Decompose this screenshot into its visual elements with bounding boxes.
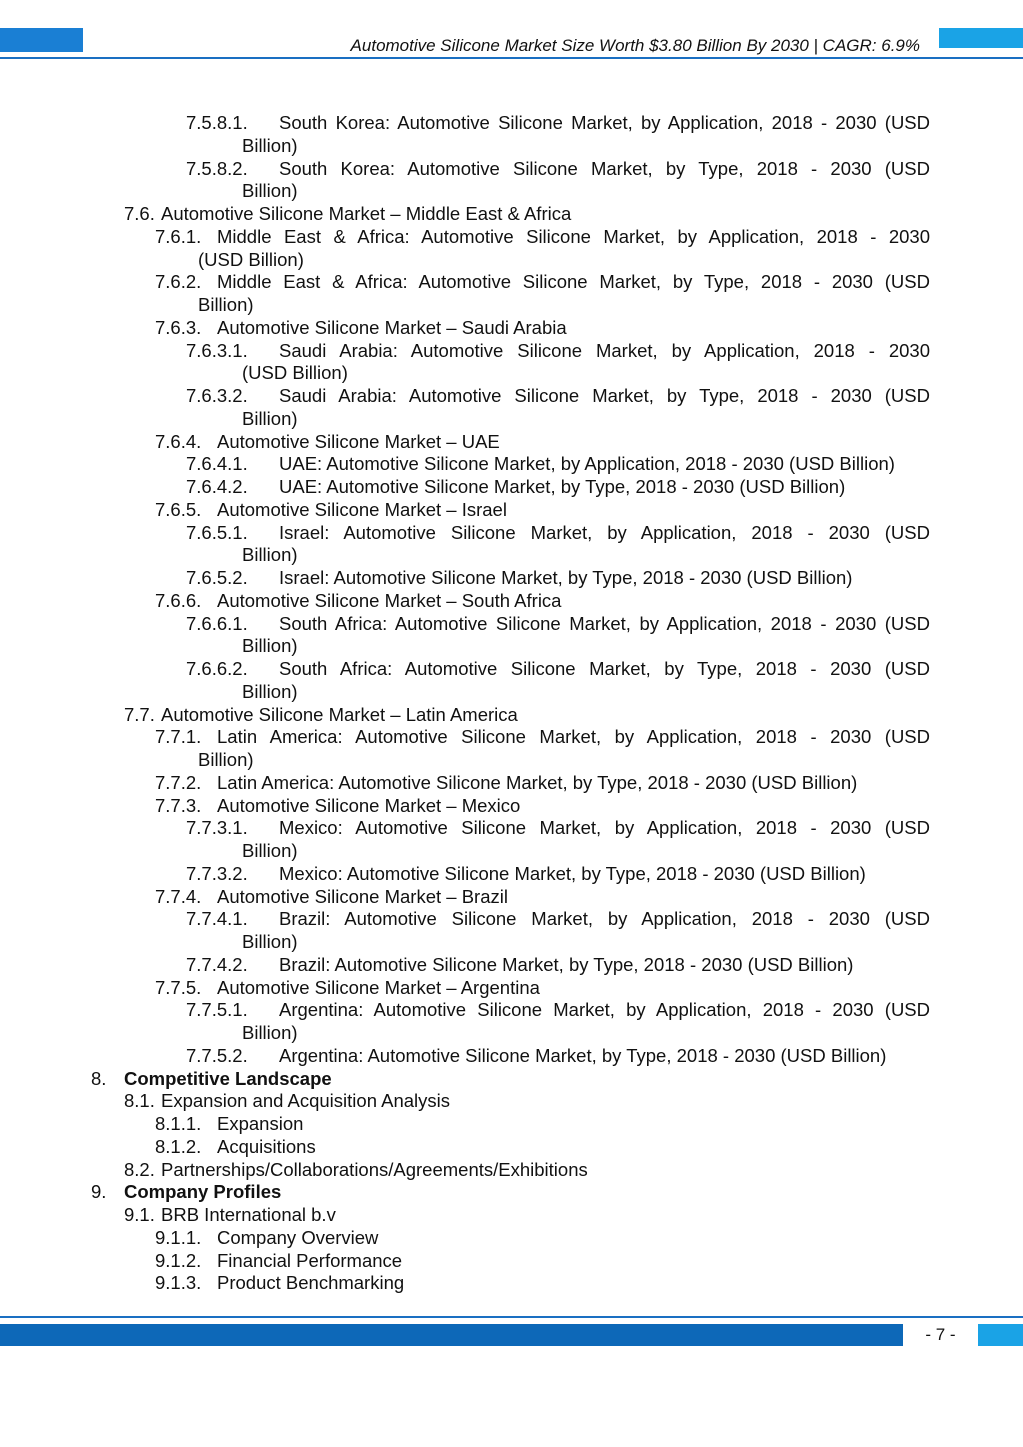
toc-entry-title: Automotive Silicone Market – Brazil <box>217 885 508 907</box>
toc-entry-title <box>242 817 930 863</box>
toc-entry <box>0 567 1023 590</box>
table-of-contents <box>0 112 1023 1295</box>
toc-entry-title-continuation: Billion) <box>242 544 298 566</box>
toc-entry-number: 7.6.5.2. <box>186 567 248 588</box>
toc-entry <box>0 476 1023 499</box>
toc-entry-number: 7.7.3.2. <box>186 862 248 884</box>
toc-entry-number: 7.7.3. <box>155 794 202 816</box>
toc-entry <box>0 499 1023 522</box>
toc-entry-number: 9. <box>91 1181 107 1203</box>
toc-entry-title-line: Latin America: Automotive Silicone Market, by Application, 2018 - 2030 (USD <box>217 726 930 748</box>
toc-entry <box>0 1181 1023 1204</box>
toc-entry-number: 7.6. <box>124 203 155 224</box>
toc-entry-title: Expansion <box>217 1113 304 1134</box>
toc-entry-number: 7.6.3.2. <box>186 385 248 406</box>
toc-entry-title <box>198 726 930 772</box>
toc-entry <box>0 226 1023 272</box>
toc-entry <box>0 954 1023 977</box>
toc-entry-title: UAE: Automotive Silicone Market, by Type, 2018 - 2030 (USD Billion) <box>279 476 846 497</box>
toc-entry-number: 8.2. <box>124 1158 155 1180</box>
toc-entry-title: Automotive Silicone Market – Mexico <box>217 794 521 816</box>
toc-entry-number: 9.1.3. <box>155 1272 202 1294</box>
running-header-title: Automotive Silicone Market Size Worth $3.80 Billion By 2030 | CAGR: 6.9% <box>350 36 920 55</box>
toc-entry-number: 7.6.4.1. <box>186 453 248 475</box>
toc-entry-number: 7.7.2. <box>155 771 202 793</box>
toc-entry <box>0 453 1023 476</box>
toc-entry <box>0 863 1023 886</box>
toc-entry-title <box>242 658 930 704</box>
toc-entry-title: UAE: Automotive Silicone Market, by Application, 2018 - 2030 (USD Billion) <box>279 453 895 475</box>
toc-entry-title: Automotive Silicone Market – Israel <box>217 498 507 520</box>
toc-entry-number: 8.1.1. <box>155 1113 202 1134</box>
toc-entry-title-continuation: Billion) <box>242 680 298 702</box>
toc-entry <box>0 704 1023 727</box>
toc-entry <box>0 590 1023 613</box>
toc-entry-number: 8.1. <box>124 1090 155 1112</box>
header-accent-left <box>0 28 83 52</box>
toc-entry-title-line: Mexico: Automotive Silicone Market, by Application, 2018 - 2030 (USD <box>279 817 930 839</box>
toc-entry-number: 7.7.4. <box>155 885 202 907</box>
header-accent-right <box>939 28 1023 48</box>
toc-entry-title <box>198 271 930 317</box>
toc-entry <box>0 1159 1023 1182</box>
toc-entry-title <box>198 226 930 272</box>
toc-entry-title <box>242 158 930 204</box>
toc-entry-number: 7.6.4. <box>155 430 202 452</box>
toc-entry-number: 7.6.1. <box>155 225 202 247</box>
toc-entry-title-continuation: (USD Billion) <box>198 248 304 270</box>
footer-bar <box>0 1324 903 1346</box>
toc-entry <box>0 1227 1023 1250</box>
toc-entry-title-continuation: Billion) <box>242 840 298 861</box>
toc-entry-title <box>242 385 930 431</box>
toc-entry <box>0 1136 1023 1159</box>
toc-entry-number: 7.6.6.1. <box>186 612 248 634</box>
footer-rule <box>0 1316 1023 1318</box>
toc-entry-number: 7.7.5. <box>155 976 202 998</box>
toc-entry-title: Argentina: Automotive Silicone Market, by Type, 2018 - 2030 (USD Billion) <box>279 1044 887 1066</box>
toc-entry-title: Financial Performance <box>217 1249 403 1271</box>
toc-entry <box>0 795 1023 818</box>
toc-entry-title-line: South Africa: Automotive Silicone Market, by Type, 2018 - 2030 (USD <box>279 658 930 679</box>
toc-entry-title-continuation: Billion) <box>242 180 298 202</box>
toc-entry-title-line: Saudi Arabia: Automotive Silicone Market, by Application, 2018 - 2030 <box>279 339 930 361</box>
toc-entry-title: Expansion and Acquisition Analysis <box>161 1090 450 1112</box>
toc-entry-title-continuation: Billion) <box>198 749 254 770</box>
toc-entry <box>0 1272 1023 1295</box>
toc-entry-title: Automotive Silicone Market – Middle East & Africa <box>161 203 572 224</box>
toc-entry-title-continuation: Billion) <box>242 407 298 429</box>
toc-entry-title <box>242 522 930 568</box>
toc-entry <box>0 431 1023 454</box>
toc-entry-title-line: Saudi Arabia: Automotive Silicone Market, by Type, 2018 - 2030 (USD <box>279 385 930 406</box>
toc-entry-title: Automotive Silicone Market – Saudi Arabia <box>217 316 567 338</box>
page-number: - 7 - <box>925 1325 956 1344</box>
toc-entry <box>0 817 1023 863</box>
toc-entry-title: Partnerships/Collaborations/Agreements/Exhibitions <box>161 1158 588 1180</box>
toc-entry-number: 7.6.5. <box>155 498 202 520</box>
toc-entry-title-continuation: Billion) <box>198 294 254 315</box>
toc-entry-number: 7.5.8.1. <box>186 112 248 133</box>
toc-entry-title <box>242 112 930 158</box>
toc-entry-title: Acquisitions <box>217 1135 316 1157</box>
toc-entry-title-continuation: Billion) <box>242 134 298 156</box>
toc-entry <box>0 1250 1023 1273</box>
toc-entry-number: 7.7.4.1. <box>186 908 248 930</box>
toc-entry <box>0 1090 1023 1113</box>
toc-entry <box>0 112 1023 158</box>
toc-entry-number: 7.7.4.2. <box>186 953 248 975</box>
toc-entry <box>0 1113 1023 1136</box>
toc-entry-title: Automotive Silicone Market – UAE <box>217 430 500 452</box>
toc-entry-title: Israel: Automotive Silicone Market, by Type, 2018 - 2030 (USD Billion) <box>279 567 853 588</box>
toc-entry-title-line: South Korea: Automotive Silicone Market, by Type, 2018 - 2030 (USD <box>279 157 930 179</box>
toc-entry-number: 7.6.2. <box>155 271 202 293</box>
toc-entry-title: BRB International b.v <box>161 1204 336 1225</box>
toc-entry-title-line: Israel: Automotive Silicone Market, by Application, 2018 - 2030 (USD <box>279 521 930 543</box>
toc-entry-number: 7.6.3. <box>155 316 202 338</box>
toc-entry <box>0 158 1023 204</box>
toc-entry-number: 7.6.4.2. <box>186 476 248 497</box>
footer-accent-right <box>978 1324 1023 1346</box>
toc-entry-title: Automotive Silicone Market – Argentina <box>217 976 540 998</box>
toc-entry-number: 9.1.1. <box>155 1226 202 1248</box>
toc-entry-title-continuation: Billion) <box>242 635 298 657</box>
toc-entry-title: Competitive Landscape <box>124 1067 332 1089</box>
toc-entry-title <box>242 340 930 386</box>
toc-entry-number: 7.7.3.1. <box>186 817 248 839</box>
toc-entry-title: Brazil: Automotive Silicone Market, by Type, 2018 - 2030 (USD Billion) <box>279 953 854 975</box>
toc-entry-number: 9.1.2. <box>155 1249 202 1271</box>
toc-entry-title-line: Argentina: Automotive Silicone Market, by Application, 2018 - 2030 (USD <box>279 999 930 1021</box>
toc-entry-number: 7.7.5.2. <box>186 1044 248 1066</box>
toc-entry <box>0 772 1023 795</box>
toc-entry-number: 7.6.6.2. <box>186 658 248 679</box>
toc-entry <box>0 522 1023 568</box>
toc-entry <box>0 1045 1023 1068</box>
toc-entry-title-line: South Korea: Automotive Silicone Market, by Application, 2018 - 2030 (USD <box>279 112 930 133</box>
toc-entry-number: 7.5.8.2. <box>186 157 248 179</box>
toc-entry-title-line: Middle East & Africa: Automotive Silicone Market, by Type, 2018 - 2030 (USD <box>217 271 930 293</box>
toc-entry <box>0 886 1023 909</box>
toc-entry-number: 8.1.2. <box>155 1135 202 1157</box>
toc-entry-title: Product Benchmarking <box>217 1272 405 1294</box>
toc-entry-number: 7.6.6. <box>155 589 202 611</box>
toc-entry-title-continuation: Billion) <box>242 931 298 952</box>
toc-entry <box>0 908 1023 954</box>
toc-entry-number: 7.7.5.1. <box>186 999 248 1021</box>
toc-entry <box>0 658 1023 704</box>
toc-entry-title-continuation: (USD Billion) <box>242 362 348 384</box>
toc-entry <box>0 271 1023 317</box>
toc-entry-number: 7.6.3.1. <box>186 339 248 361</box>
toc-entry-title <box>242 999 930 1045</box>
toc-entry-number: 8. <box>91 1067 107 1089</box>
toc-entry <box>0 726 1023 772</box>
toc-entry-number: 7.7.1. <box>155 726 202 748</box>
toc-entry-title: Automotive Silicone Market – Latin America <box>161 703 518 725</box>
toc-entry-title <box>242 908 930 954</box>
toc-entry <box>0 203 1023 226</box>
toc-entry <box>0 385 1023 431</box>
toc-entry <box>0 1204 1023 1227</box>
toc-entry <box>0 1068 1023 1091</box>
toc-entry <box>0 613 1023 659</box>
toc-entry-title: Company Overview <box>217 1226 379 1248</box>
toc-entry-number: 7.7. <box>124 703 155 725</box>
toc-entry-title-line: Brazil: Automotive Silicone Market, by Application, 2018 - 2030 (USD <box>279 908 930 930</box>
toc-entry-title: Automotive Silicone Market – South Africa <box>217 589 562 611</box>
toc-entry-title-continuation: Billion) <box>242 1022 298 1043</box>
toc-entry <box>0 999 1023 1045</box>
toc-entry-title-line: Middle East & Africa: Automotive Silicone Market, by Application, 2018 - 2030 <box>217 225 930 247</box>
toc-entry-number: 7.6.5.1. <box>186 521 248 543</box>
toc-entry-title <box>242 613 930 659</box>
toc-entry <box>0 317 1023 340</box>
toc-entry-number: 9.1. <box>124 1204 155 1225</box>
toc-entry-title: Mexico: Automotive Silicone Market, by Type, 2018 - 2030 (USD Billion) <box>279 862 866 884</box>
toc-entry-title: Company Profiles <box>124 1181 282 1203</box>
toc-entry <box>0 340 1023 386</box>
header-rule <box>0 57 1023 59</box>
toc-entry-title-line: South Africa: Automotive Silicone Market, by Application, 2018 - 2030 (USD <box>279 612 930 634</box>
toc-entry-title: Latin America: Automotive Silicone Market, by Type, 2018 - 2030 (USD Billion) <box>217 771 858 793</box>
toc-entry <box>0 977 1023 1000</box>
